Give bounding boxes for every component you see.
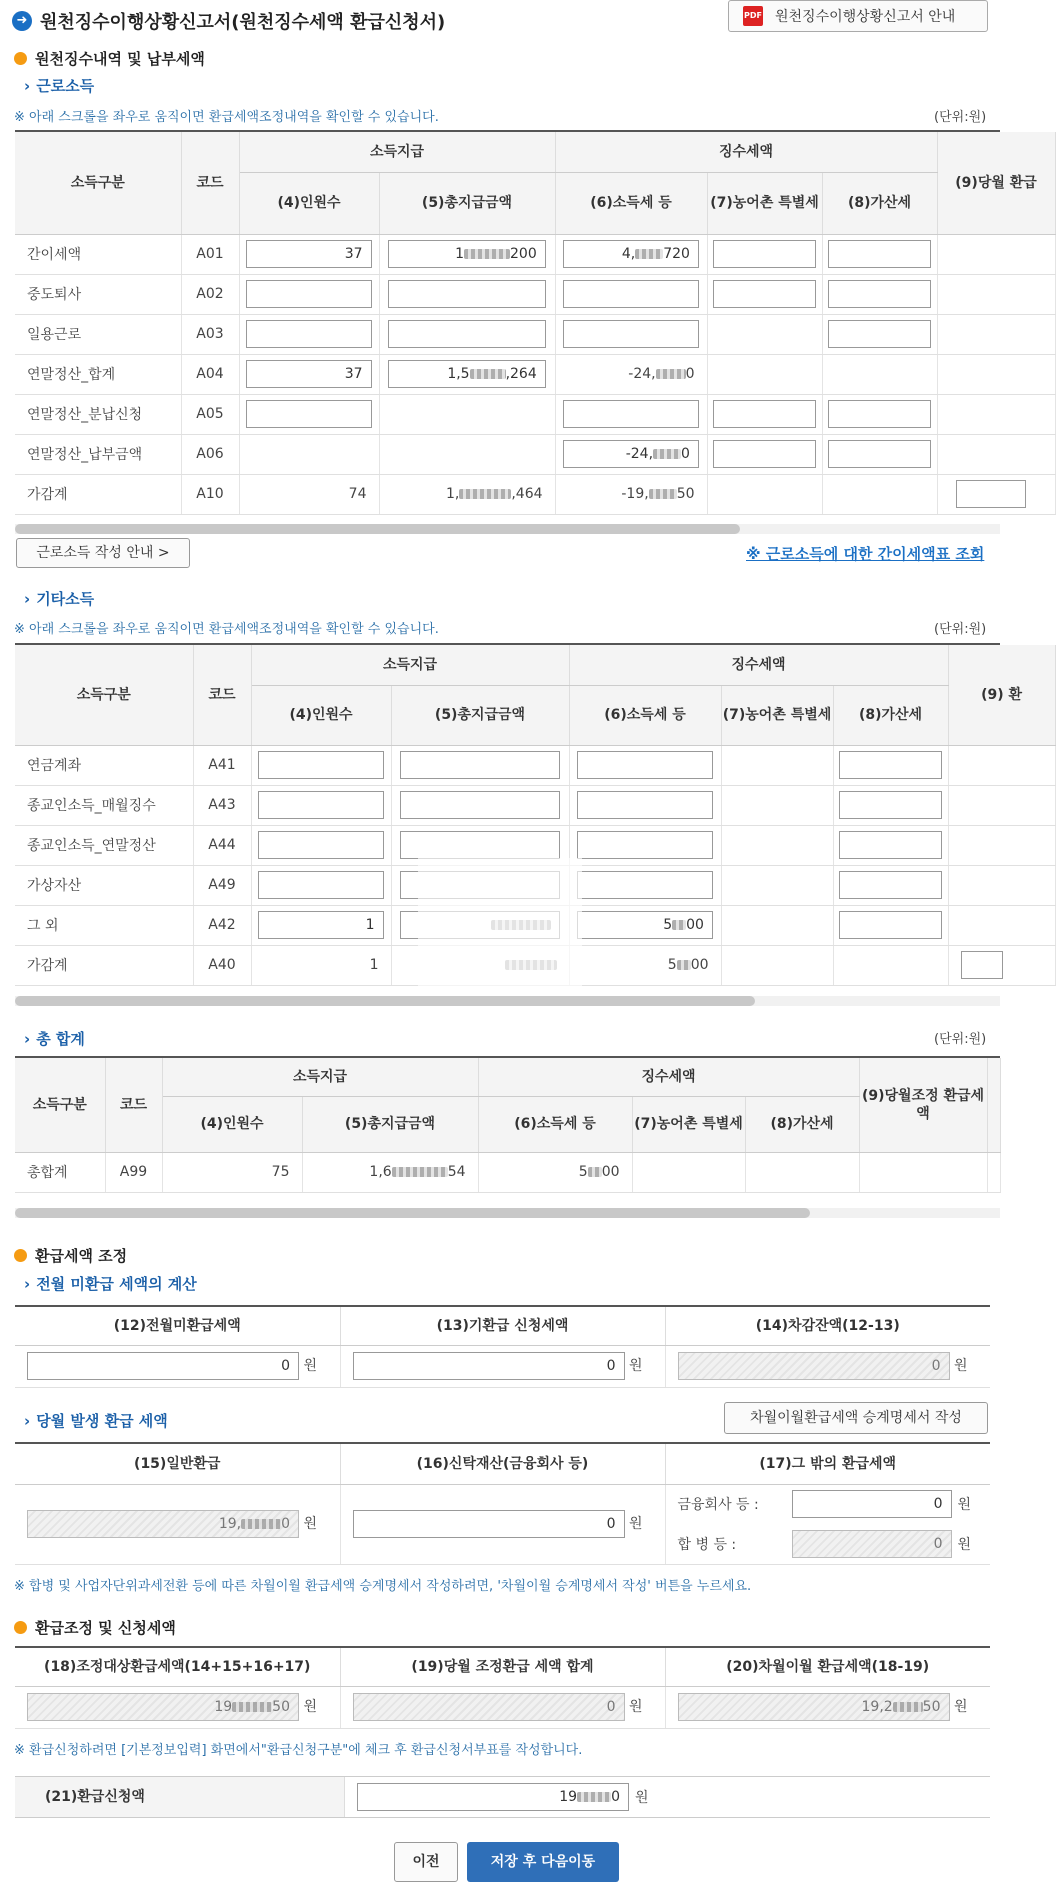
- headcount-input[interactable]: [258, 871, 383, 899]
- value-suffix: 0: [611, 1789, 620, 1805]
- masked-value: [677, 960, 691, 970]
- report-guide-button[interactable]: [728, 0, 988, 32]
- unit-won: 원: [957, 1497, 972, 1513]
- value-prefix: 4,: [621, 246, 636, 262]
- table-row: [15, 314, 1055, 354]
- value-suffix: 50: [272, 1699, 290, 1715]
- col-total-paid: (5)총지급금액: [379, 172, 555, 234]
- col-refund: (9)당월조정 환급세액: [859, 1058, 987, 1152]
- col-code: 코드: [193, 645, 251, 745]
- prev-unrefunded-input[interactable]: 0: [27, 1352, 299, 1380]
- curr-month-table: [15, 1442, 990, 1564]
- penalty-input[interactable]: [839, 751, 942, 779]
- col-group-tax: 징수세액: [555, 132, 937, 172]
- value-suffix: 720: [663, 246, 690, 262]
- col-total-paid: (5)총지급금액: [391, 685, 569, 745]
- unit-won: 원: [303, 1699, 317, 1715]
- income-tax-input[interactable]: [563, 400, 699, 428]
- headcount-input[interactable]: 37: [246, 360, 371, 388]
- unit-won: 원: [628, 1699, 643, 1715]
- col-refund: (9) 환: [948, 645, 1055, 745]
- chevron-right-icon: ›: [24, 77, 31, 95]
- income-tax-value: [555, 354, 707, 394]
- row-code: A43: [193, 785, 251, 825]
- table-row: [15, 745, 1055, 785]
- value-suffix: 0: [685, 366, 695, 382]
- row-code: A99: [105, 1152, 162, 1192]
- simplified-tax-table-link[interactable]: ※ 근로소득에 대한 간이세액표 조회: [746, 545, 985, 563]
- scrollbar-thumb[interactable]: [15, 524, 740, 534]
- balance-input: 0: [678, 1352, 950, 1380]
- masked-value: [392, 1167, 448, 1177]
- row-label: 종교인소득_매월징수: [15, 785, 193, 825]
- income-tax-input[interactable]: [563, 440, 699, 468]
- bullet-icon: [14, 1249, 27, 1262]
- headcount-input[interactable]: [258, 791, 383, 819]
- masked-value: [635, 249, 663, 259]
- value-suffix: 50: [922, 1699, 941, 1715]
- total-table-scrollbar[interactable]: [15, 1208, 1000, 1218]
- masked-value: [470, 369, 506, 379]
- col-penalty: (8)가산세: [745, 1096, 859, 1152]
- col-income-tax: (6)소득세 등: [555, 172, 707, 234]
- col-penalty: (8)가산세: [833, 685, 948, 745]
- col-income-type: 소득구분: [15, 1058, 105, 1152]
- col-code: 코드: [105, 1058, 162, 1152]
- col-group-tax: 징수세액: [478, 1058, 859, 1096]
- bullet-icon: [14, 52, 27, 65]
- curr-subtitle-text: 당월 발생 환급 세액: [36, 1412, 168, 1430]
- col-code: 코드: [181, 132, 239, 234]
- income-tax-input[interactable]: [577, 791, 713, 819]
- masked-value: [464, 249, 510, 259]
- row-label: 일용근로: [15, 314, 181, 354]
- col-group-payment: 소득지급: [251, 645, 569, 685]
- income-tax-input[interactable]: [563, 280, 699, 308]
- total-paid-input[interactable]: [400, 791, 559, 819]
- carry-forward-refund-input: [678, 1693, 950, 1721]
- prior-refund-input[interactable]: 0: [353, 1352, 625, 1380]
- col-income-tax: (6)소득세 등: [569, 685, 721, 745]
- chevron-right-icon: ›: [24, 590, 31, 608]
- masked-value: [649, 489, 677, 499]
- value-prefix: 19,: [218, 1516, 242, 1532]
- labor-income-table: [15, 130, 1037, 518]
- col-headcount: (4)인원수: [239, 172, 379, 234]
- value-prefix: 1,5: [447, 366, 470, 382]
- value-suffix: 0: [681, 446, 690, 462]
- penalty-input[interactable]: [828, 280, 931, 308]
- headcount-input[interactable]: 37: [246, 240, 371, 268]
- row-code: A44: [193, 825, 251, 865]
- prior-refund-cell: [340, 1345, 665, 1387]
- trust-property-cell: [340, 1484, 665, 1564]
- row-label: 연말정산_납부금액: [15, 434, 181, 474]
- total-paid-input[interactable]: [400, 831, 559, 859]
- total-paid-input[interactable]: [388, 240, 546, 268]
- income-tax-input[interactable]: [577, 911, 713, 939]
- financial-institution-label: 금융회사 등 :: [677, 1497, 759, 1513]
- income-tax-value: [478, 1152, 632, 1192]
- total-table: [15, 1056, 1000, 1198]
- masked-value: [459, 489, 511, 499]
- unit-won: 원: [953, 1699, 968, 1715]
- value-prefix: 5: [578, 1164, 588, 1180]
- penalty-input[interactable]: [839, 791, 942, 819]
- other-income-subtitle: [24, 588, 94, 609]
- table-row: [15, 394, 1055, 434]
- prev-month-subtitle: [24, 1273, 197, 1294]
- row-label: 가감계: [15, 474, 181, 514]
- row-label: 가상자산: [15, 865, 193, 905]
- bullet-icon: [14, 1621, 27, 1634]
- value-prefix: 5: [663, 917, 673, 933]
- masked-value: [588, 1167, 602, 1177]
- col-prior-refund-request: (13)기환급 신청세액: [340, 1307, 665, 1345]
- other-scroll-note: ※ 아래 스크롤을 좌우로 움직이면 환급세액조정내역을 확인할 수 있습니다.: [14, 622, 439, 637]
- penalty-input[interactable]: [828, 240, 931, 268]
- col-rural-tax: (7)농어촌 특별세: [632, 1096, 745, 1152]
- headcount-input[interactable]: 1: [258, 911, 383, 939]
- value-suffix: 54: [447, 1164, 466, 1180]
- col-income-type: 소득구분: [15, 645, 193, 745]
- prev-subtitle-text: 전월 미환급 세액의 계산: [36, 1275, 197, 1293]
- refund-input[interactable]: [956, 480, 1026, 508]
- section-refund-adjust-title: [14, 1245, 127, 1266]
- labor-scroll-note: ※ 아래 스크롤을 좌우로 움직이면 환급세액조정내역을 확인할 수 있습니다.: [14, 110, 439, 125]
- table-row: [15, 434, 1055, 474]
- adjustable-refund-cell: [15, 1686, 340, 1728]
- table-row: [15, 474, 1055, 514]
- balance-cell: [665, 1345, 990, 1387]
- value-prefix: 19: [214, 1699, 233, 1715]
- chevron-right-icon: ›: [24, 1275, 31, 1293]
- value-suffix: 200: [510, 246, 537, 262]
- col-total-paid: (5)총지급금액: [302, 1096, 478, 1152]
- month-adjusted-refund-cell: [340, 1686, 665, 1728]
- income-tax-input[interactable]: [563, 320, 699, 348]
- unit-won: 원: [628, 1358, 643, 1374]
- value-suffix: 50: [676, 486, 695, 502]
- total-paid-input[interactable]: [388, 360, 546, 388]
- row-label: 연말정산_합계: [15, 354, 181, 394]
- rural-tax-input[interactable]: [713, 280, 816, 308]
- income-tax-input[interactable]: [577, 871, 713, 899]
- row-code: A10: [181, 474, 239, 514]
- col-balance: (14)차감잔액(12-13): [665, 1307, 990, 1345]
- headcount-input[interactable]: [246, 320, 371, 348]
- other-refund-cell: [665, 1484, 990, 1564]
- col-adjustable-refund: (18)조정대상환급세액(14+15+16+17): [15, 1648, 340, 1686]
- value-prefix: 1,: [445, 486, 460, 502]
- penalty-input[interactable]: [828, 440, 931, 468]
- col-group-payment: 소득지급: [162, 1058, 478, 1096]
- labor-guide-button[interactable]: 근로소득 작성 안내 >: [16, 538, 190, 568]
- row-code: A42: [193, 905, 251, 945]
- masked-value: [672, 920, 686, 930]
- carry-over-note: ※ 합병 및 사업자단위과세전환 등에 따른 차월이월 환급세액 승계명세서 작성하려면, '차월이월 승계명세서 작성' 버튼을 누르세요.: [14, 1579, 752, 1594]
- other-table-scrollbar[interactable]: [15, 996, 1000, 1006]
- pdf-icon: PDF: [743, 6, 763, 26]
- refund-request-amount-input[interactable]: [357, 1783, 629, 1811]
- value-prefix: 1,6: [369, 1164, 392, 1180]
- table-row: [15, 354, 1055, 394]
- col-headcount: (4)인원수: [162, 1096, 302, 1152]
- chevron-right-icon: ›: [24, 1030, 31, 1048]
- prev-month-table: [15, 1305, 990, 1387]
- value-prefix: 19: [559, 1789, 578, 1805]
- refund-request-amount-label: (21)환급신청액: [15, 1777, 345, 1817]
- row-label: 연말정산_분납신청: [15, 394, 181, 434]
- total-unit: (단위:원): [934, 1032, 987, 1047]
- section-withholding-title: [14, 48, 205, 69]
- labor-unit: (단위:원): [934, 110, 987, 125]
- row-label: 중도퇴사: [15, 274, 181, 314]
- labor-income-subtitle: [24, 75, 94, 96]
- unit-won: 원: [957, 1537, 972, 1553]
- total-subtitle-text: 총 합계: [36, 1030, 85, 1048]
- refund-request-amount-cell: [345, 1783, 649, 1811]
- col-income-tax: (6)소득세 등: [478, 1096, 632, 1152]
- headcount-value: 75: [162, 1152, 302, 1192]
- row-code: A02: [181, 274, 239, 314]
- penalty-input[interactable]: [828, 400, 931, 428]
- trust-property-input[interactable]: 0: [353, 1510, 625, 1538]
- row-label: 가감계: [15, 945, 193, 985]
- masked-value: [893, 1702, 923, 1712]
- col-trust-property: (16)신탁재산(금융회사 등): [340, 1444, 665, 1484]
- row-code: A03: [181, 314, 239, 354]
- row-label: 그 외: [15, 905, 193, 945]
- redaction-overlay: [418, 858, 582, 1006]
- masked-value: [653, 449, 681, 459]
- row-label: 연금계좌: [15, 745, 193, 785]
- headcount-input[interactable]: [258, 751, 383, 779]
- unit-won: 원: [303, 1516, 317, 1532]
- table-row: [15, 1152, 1000, 1192]
- unit-won: 원: [953, 1358, 968, 1374]
- value-suffix: 00: [686, 917, 704, 933]
- headcount-input[interactable]: [246, 400, 371, 428]
- masked-value: [232, 1702, 272, 1712]
- col-rural-tax: (7)농어촌 특별세: [721, 685, 833, 745]
- row-code: A04: [181, 354, 239, 394]
- other-unit: (단위:원): [934, 622, 987, 637]
- prev-button[interactable]: 이전: [394, 1842, 458, 1882]
- value-suffix: ,264: [505, 366, 537, 382]
- refund-input[interactable]: [961, 951, 1003, 979]
- page-title: 원천징수이행상황신고서(원천징수세액 환급신청서): [40, 12, 446, 33]
- value-prefix: -24,: [628, 366, 656, 382]
- labor-table-scrollbar[interactable]: [15, 524, 1000, 534]
- col-rural-tax: (7)농어촌 특별세: [707, 172, 822, 234]
- income-tax-value: [555, 474, 707, 514]
- scrollbar-thumb[interactable]: [15, 996, 755, 1006]
- headcount-input[interactable]: [258, 831, 383, 859]
- curr-month-subtitle: [24, 1410, 168, 1431]
- refund-request-amount-row: [15, 1776, 990, 1818]
- table-row: [15, 274, 1055, 314]
- headcount-input[interactable]: [246, 280, 371, 308]
- masked-value: [656, 369, 686, 379]
- row-code: A06: [181, 434, 239, 474]
- row-code: A49: [193, 865, 251, 905]
- unit-won: 원: [303, 1358, 317, 1374]
- rural-tax-input[interactable]: [713, 400, 816, 428]
- carry-forward-refund-cell: [665, 1686, 990, 1728]
- value-prefix: 19,2: [861, 1699, 893, 1715]
- income-tax-input[interactable]: [563, 240, 699, 268]
- carry-over-statement-button[interactable]: 차월이월환급세액 승계명세서 작성: [724, 1402, 988, 1434]
- value-suffix: 0: [281, 1516, 290, 1532]
- masked-value: [241, 1519, 281, 1529]
- value-suffix: ,464: [511, 486, 543, 502]
- month-adjusted-refund-input: 0: [353, 1693, 625, 1721]
- row-label: 종교인소득_연말정산: [15, 825, 193, 865]
- col-headcount: (4)인원수: [251, 685, 391, 745]
- value-prefix: -24,: [625, 446, 654, 462]
- penalty-input[interactable]: [828, 320, 931, 348]
- col-penalty: (8)가산세: [822, 172, 937, 234]
- chevron-right-icon: ›: [24, 1412, 31, 1430]
- save-next-button[interactable]: 저장 후 다음이동: [467, 1842, 619, 1882]
- col-prev-unrefunded: (12)전월미환급세액: [15, 1307, 340, 1345]
- table-row: [15, 234, 1055, 274]
- total-paid-value: [302, 1152, 478, 1192]
- refund-request-note: ※ 환급신청하려면 [기본정보입력] 화면에서"환급신청구분"에 체크 후 환급신청서부표를 작성합니다.: [14, 1743, 583, 1758]
- unit-won: 원: [635, 1790, 649, 1806]
- general-refund-input: [27, 1510, 299, 1538]
- col-month-adjusted-refund: (19)당월 조정환급 세액 합계: [340, 1648, 665, 1686]
- total-paid-input[interactable]: [400, 751, 559, 779]
- total-paid-input[interactable]: [388, 280, 546, 308]
- penalty-input[interactable]: [839, 831, 942, 859]
- col-group-payment: 소득지급: [239, 132, 555, 172]
- arrow-right-icon: ➜: [12, 11, 32, 31]
- row-code: A40: [193, 945, 251, 985]
- page-header: [12, 8, 445, 34]
- rural-tax-input[interactable]: [713, 440, 816, 468]
- col-group-tax: 징수세액: [569, 645, 948, 685]
- general-refund-cell: [15, 1484, 340, 1564]
- section-refund-request-title: [14, 1617, 176, 1638]
- value-prefix: 5: [667, 957, 677, 973]
- row-code: A01: [181, 234, 239, 274]
- penalty-input[interactable]: [839, 871, 942, 899]
- col-income-type: 소득구분: [15, 132, 181, 234]
- adjustable-refund-input: [27, 1693, 299, 1721]
- section-title-text: 환급세액 조정: [35, 1247, 128, 1265]
- penalty-input[interactable]: [839, 911, 942, 939]
- value-suffix: 00: [690, 957, 709, 973]
- col-carry-forward-refund: (20)차월이월 환급세액(18-19): [665, 1648, 990, 1686]
- row-label: 총합계: [15, 1152, 105, 1192]
- section-title-text: 원천징수내역 및 납부세액: [35, 50, 205, 68]
- col-other-refund: (17)그 밖의 환급세액: [665, 1444, 990, 1484]
- section-title-text: 환급조정 및 신청세액: [35, 1619, 176, 1637]
- total-subtitle: [24, 1028, 85, 1049]
- col-refund: (9)당월 환급: [937, 132, 1055, 234]
- labor-subtitle-text: 근로소득: [36, 77, 95, 95]
- rural-tax-input[interactable]: [713, 240, 816, 268]
- value-suffix: 00: [601, 1164, 620, 1180]
- prev-unrefunded-cell: [15, 1345, 340, 1387]
- table-row: [15, 785, 1055, 825]
- headcount-value: 1: [251, 945, 391, 985]
- income-tax-input[interactable]: [577, 751, 713, 779]
- masked-value: [577, 1792, 611, 1802]
- headcount-value: 74: [239, 474, 379, 514]
- unit-won: 원: [628, 1516, 643, 1532]
- financial-institution-input[interactable]: 0: [792, 1490, 952, 1518]
- row-code: A41: [193, 745, 251, 785]
- col-general-refund: (15)일반환급: [15, 1444, 340, 1484]
- income-tax-value: [569, 945, 721, 985]
- row-label: 간이세액: [15, 234, 181, 274]
- value-prefix: -19,: [621, 486, 649, 502]
- value-prefix: 1: [455, 246, 465, 262]
- row-code: A05: [181, 394, 239, 434]
- scrollbar-thumb[interactable]: [15, 1208, 810, 1218]
- income-tax-input[interactable]: [577, 831, 713, 859]
- report-guide-label: 원천징수이행상황신고서 안내: [775, 9, 956, 25]
- merger-input: 0: [792, 1530, 952, 1558]
- merger-label: 합 병 등 :: [677, 1537, 737, 1553]
- other-subtitle-text: 기타소득: [36, 590, 95, 608]
- refund-request-table: [15, 1646, 990, 1728]
- total-paid-input[interactable]: [388, 320, 546, 348]
- total-paid-value: [379, 474, 555, 514]
